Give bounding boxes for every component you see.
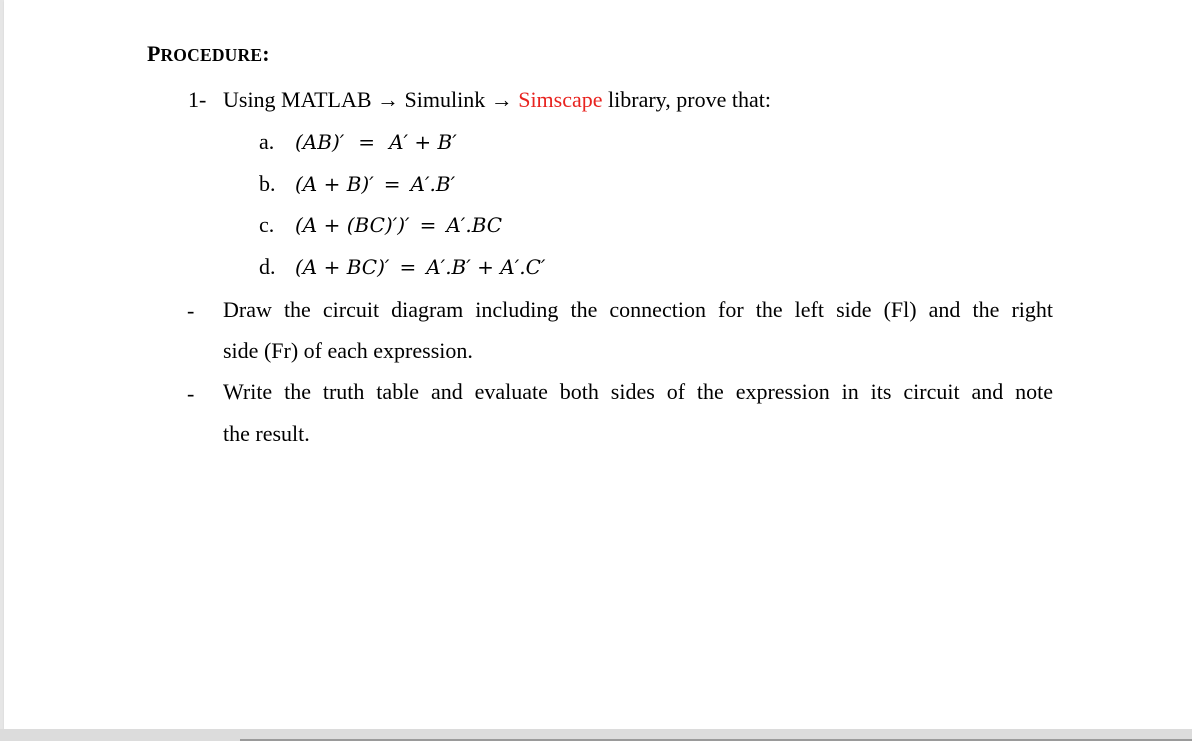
- step-instruction: [223, 86, 771, 114]
- document-page: [4, 0, 1192, 729]
- bullet-dash: -: [187, 298, 195, 323]
- bullet-dash: -: [187, 381, 195, 406]
- heading-small-caps: ROCEDURE: [160, 45, 263, 65]
- expression-b: [295, 170, 455, 198]
- simscape-highlight: Simscape: [518, 87, 603, 112]
- bullet-2-line-2: the result.: [223, 421, 310, 446]
- step-text-before: Using MATLAB: [223, 87, 378, 112]
- arrow-right-icon: →: [490, 87, 513, 112]
- expression-letter: d.: [259, 254, 276, 279]
- step-number: 1-: [188, 87, 207, 112]
- equals-sign: =: [419, 213, 437, 237]
- arrow-right-icon: →: [377, 87, 400, 112]
- expression-rhs: A′.BC: [446, 213, 503, 237]
- expression-rhs: A′.B′: [410, 172, 456, 196]
- bullet-2-line-1: Write the truth table and evaluate both sides of the expression in its circuit and note: [223, 379, 1053, 404]
- heading-colon: :: [262, 41, 270, 66]
- expression-c: [295, 211, 502, 239]
- step-text-after: library, prove that:: [602, 87, 771, 112]
- bullet-1-line-2: side (Fr) of each expression.: [223, 338, 473, 363]
- heading-first-letter: P: [147, 41, 161, 66]
- expression-rhs: A′ + B′: [389, 130, 457, 154]
- expression-rhs: A′.B′ + A′.C′: [426, 255, 546, 279]
- section-heading: [147, 40, 270, 69]
- expression-letter: a.: [259, 129, 275, 154]
- expression-letter: c.: [259, 212, 275, 237]
- expression-lhs: (A + BC)′: [295, 255, 390, 279]
- bullet-1-line-1: Draw the circuit diagram including the connection for the left side (Fl) and the right: [223, 297, 1053, 322]
- equals-sign: =: [383, 172, 401, 196]
- equals-sign: =: [399, 255, 417, 279]
- expression-letter: b.: [259, 171, 276, 196]
- expression-lhs: (AB)′: [295, 130, 345, 154]
- expression-a: [295, 128, 457, 156]
- expression-lhs: (A + B)′: [295, 172, 374, 196]
- equals-sign: =: [358, 130, 376, 154]
- expression-lhs: (A + (BC)′)′: [295, 213, 410, 237]
- step-text-middle: Simulink: [399, 87, 491, 112]
- expression-d: [295, 253, 545, 281]
